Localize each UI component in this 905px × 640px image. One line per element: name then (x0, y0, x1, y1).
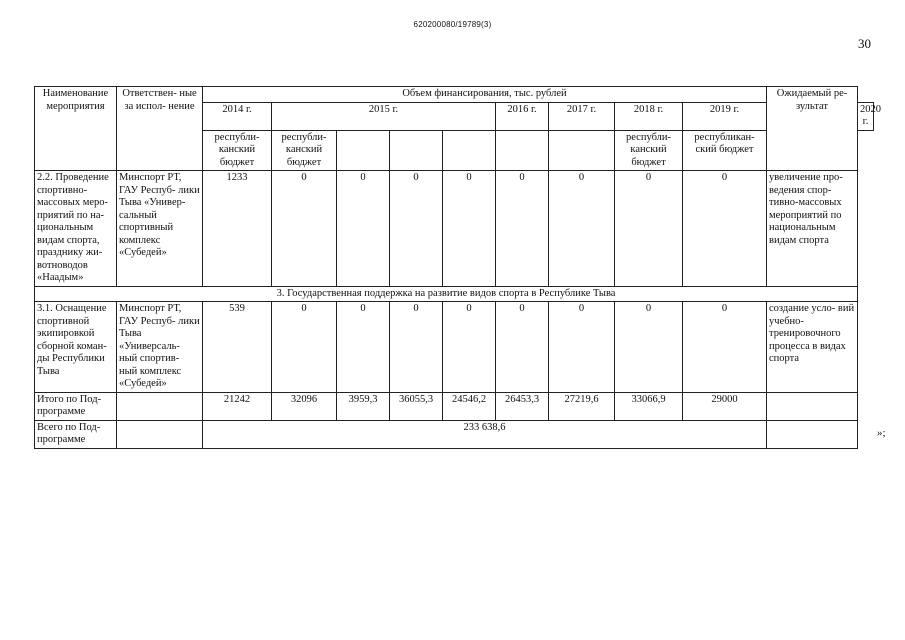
subtotal-label: Итого по Под- программе (35, 392, 117, 420)
value-cell: 27219,6 (549, 392, 615, 420)
total-row (35, 420, 874, 448)
value-cell: 24546,2 (443, 392, 496, 420)
table-row (35, 171, 874, 287)
header-row-1 (35, 87, 874, 103)
year-2018: 2018 г. (615, 102, 683, 130)
year-2019: 2019 г. (683, 102, 767, 130)
source-cell (443, 130, 496, 171)
header-result: Ожидаемый ре- зультат (767, 87, 858, 171)
subtotal-row (35, 392, 874, 420)
financing-table (34, 86, 881, 449)
value-cell: 0 (443, 302, 496, 393)
value-cell: 36055,3 (390, 392, 443, 420)
header-responsible: Ответствен- ные за испол- нение (117, 87, 203, 171)
value-cell: 33066,9 (615, 392, 683, 420)
value-cell: 0 (443, 171, 496, 287)
responsible: Минспорт РТ, ГАУ Респуб- лики Тыва «Универ- сальный спортивный комплекс «Субедей» (117, 171, 203, 287)
value-cell: 0 (683, 302, 767, 393)
value-cell: 32096 (272, 392, 337, 420)
value-cell: 0 (272, 302, 337, 393)
source-cell (549, 130, 615, 171)
responsible (117, 420, 203, 448)
year-2017: 2017 г. (549, 102, 615, 130)
expected-result: увеличение про- ведения спор- тивно-массовых мероприятий по национальным видам спорта (767, 171, 858, 287)
section-title: 3. Государственная поддержка на развитие видов спорта в Республике Тыва (35, 286, 858, 302)
responsible: Минспорт РТ, ГАУ Респуб- лики Тыва «Универсаль- ный спортив- ный комплекс «Субедей» (117, 302, 203, 393)
responsible (117, 392, 203, 420)
value-cell: 26453,3 (496, 392, 549, 420)
source-cell (496, 130, 549, 171)
value-cell: 0 (390, 302, 443, 393)
closing-quote-mark: »; (877, 427, 886, 439)
value-cell: 0 (615, 302, 683, 393)
value-cell: 3959,3 (337, 392, 390, 420)
total-value: 233 638,6 (203, 420, 767, 448)
document-id: 620200080/19789(3) (413, 20, 492, 29)
value-cell: 1233 (203, 171, 272, 287)
expected-result: создание усло- вий учебно- тренировочного процесса в видах спорта (767, 302, 858, 393)
value-cell: 0 (272, 171, 337, 287)
value-cell: 0 (615, 171, 683, 287)
value-cell: 539 (203, 302, 272, 393)
value-cell: 0 (390, 171, 443, 287)
header-name: Наименование мероприятия (35, 87, 117, 171)
expected-result (767, 420, 858, 448)
year-2016: 2016 г. (496, 102, 549, 130)
source-cell (337, 130, 390, 171)
table-row (35, 302, 874, 393)
activity-name: 2.2. Проведение спортивно- массовых меро- приятий по на- циональным видам спорта, празднику жи- вотноводов «Наадым» (35, 171, 117, 287)
value-cell: 0 (496, 171, 549, 287)
section-row (35, 286, 874, 302)
value-cell: 0 (496, 302, 549, 393)
year-2020: 2020 г. (858, 102, 874, 130)
value-cell: 0 (337, 171, 390, 287)
header-financing: Объем финансирования, тыс. рублей (203, 87, 767, 103)
source-cell: республи- канский бюджет (203, 130, 272, 171)
page-number: 30 (858, 36, 871, 51)
activity-name: 3.1. Оснащение спортивной экипировкой сборной коман- ды Республики Тыва (35, 302, 117, 393)
value-cell: 0 (549, 171, 615, 287)
value-cell: 0 (549, 302, 615, 393)
source-cell: республикан- ский бюджет (683, 130, 767, 171)
source-cell (390, 130, 443, 171)
value-cell: 29000 (683, 392, 767, 420)
expected-result (767, 392, 858, 420)
source-cell: республи- канский бюджет (615, 130, 683, 171)
total-label: Всего по Под- программе (35, 420, 117, 448)
value-cell: 0 (337, 302, 390, 393)
source-cell: республи- канский бюджет (272, 130, 337, 171)
year-2015: 2015 г. (272, 102, 496, 130)
year-2014: 2014 г. (203, 102, 272, 130)
value-cell: 21242 (203, 392, 272, 420)
value-cell: 0 (683, 171, 767, 287)
